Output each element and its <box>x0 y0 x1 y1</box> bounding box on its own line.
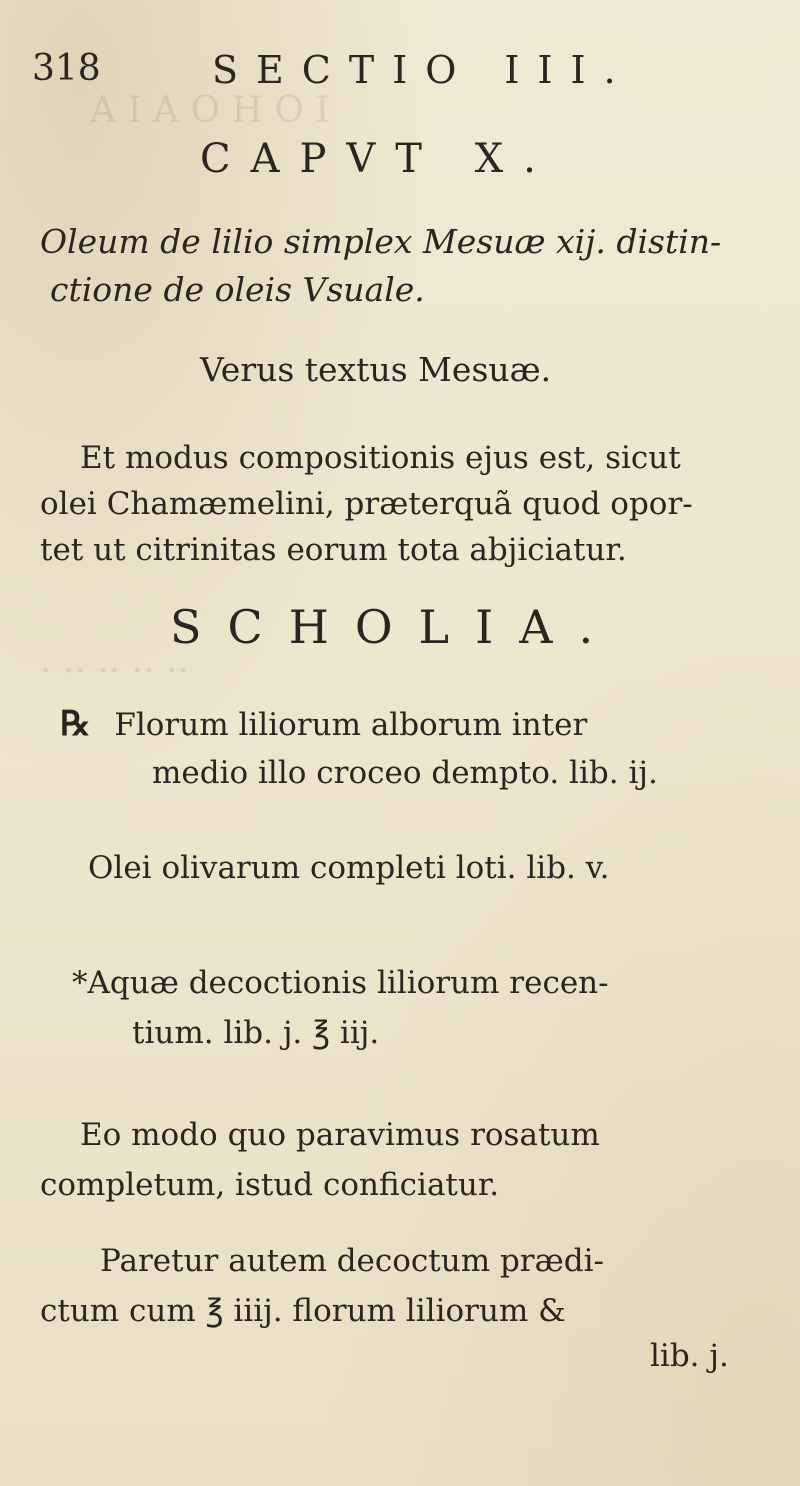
section-title: SECTIO III. <box>212 48 634 92</box>
paragraph <box>40 435 693 573</box>
show-through-text: . .. .. .. .. <box>40 640 189 681</box>
catchword: lib. j. <box>650 1338 729 1374</box>
recipe-ingredient: Olei olivarum completi loti. lib. v. <box>88 850 610 886</box>
chapter-heading: CAPVT X. <box>200 136 556 182</box>
subheading: Verus textus Mesuæ. <box>200 350 552 389</box>
text-line: Paretur autem decoctum prædi- <box>100 1243 604 1279</box>
show-through-text: A I A O H O I <box>90 90 330 131</box>
italic-heading-line: ctione de oleis Vsuale. <box>50 270 425 309</box>
text-line: *Aquæ decoctionis liliorum recen- <box>72 965 609 1001</box>
recipe-symbol: ℞ <box>60 704 91 744</box>
scholia-heading: SCHOLIA. <box>170 600 620 654</box>
text-line: tium. lib. j. ℥ iij. <box>132 1015 380 1051</box>
recipe-ingredient <box>72 958 609 1058</box>
page-number: 318 <box>32 48 101 89</box>
text-line: ctum cum ℥ iiij. florum liliorum & <box>40 1293 566 1329</box>
italic-heading <box>40 218 721 314</box>
paragraph <box>40 1110 600 1210</box>
paragraph <box>40 1236 604 1336</box>
text-line: completum, istud conficiatur. <box>40 1167 500 1203</box>
text-line: Florum liliorum alborum inter <box>114 707 588 743</box>
text-line: tet ut citrinitas eorum tota abjiciatur. <box>40 532 627 568</box>
text-line: Eo modo quo paravimus rosatum <box>80 1117 600 1153</box>
italic-heading-line: Oleum de lilio simplex Mesuæ xij. distin- <box>40 222 722 261</box>
text-line: olei Chamæmelini, præterquã quod opor- <box>40 486 693 522</box>
text-line: medio illo croceo dempto. lib. ij. <box>152 755 658 791</box>
recipe-ingredient <box>60 700 658 797</box>
text-line: Et modus compositionis ejus est, sicut <box>80 440 681 476</box>
